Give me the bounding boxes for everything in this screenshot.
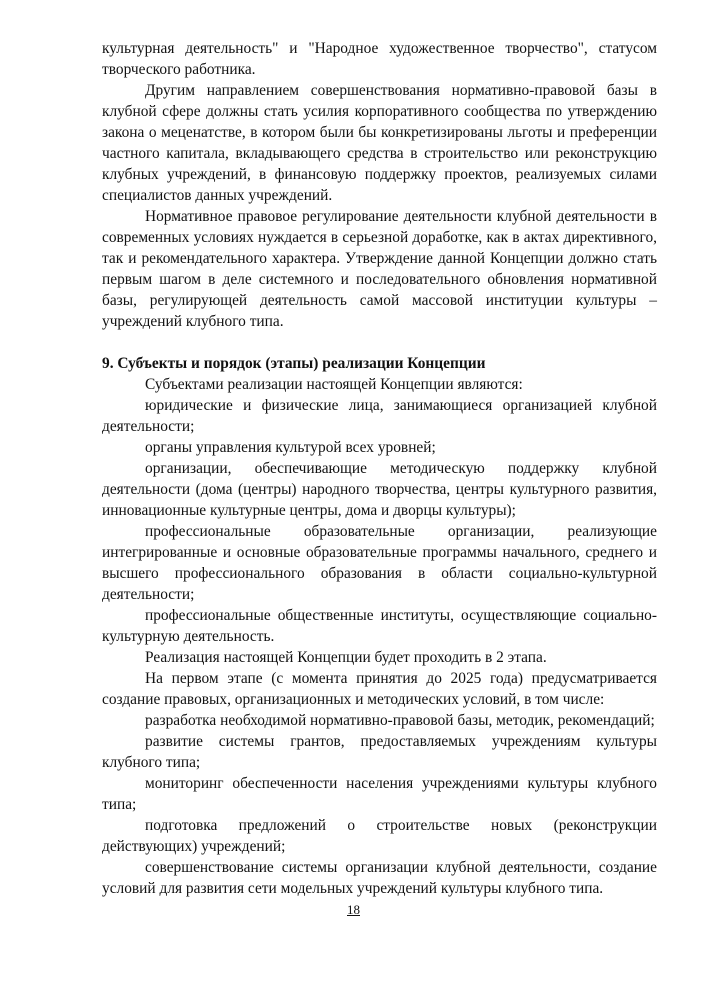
paragraph-subjects-intro: Субъектами реализации настоящей Концепции являются: (145, 376, 523, 393)
section-heading: 9. Субъекты и порядок (этапы) реализации Концепции (102, 355, 486, 372)
paragraph-first-stage: На первом этапе (с момента принятия до 2025 года) предусматривается создание правовых, организационных и методических условий, в том числе: (102, 670, 657, 708)
list-item-methodical-organizations: организации, обеспечивающие методическую поддержку клубной деятельности (дома (центры) народного творчества, центры культурного развития, инновационные культурные центры, дома и дворцы культуры); (102, 460, 657, 519)
paragraph-regulation: Нормативное правовое регулирование деятельности клубной деятельности в современных условиях нуждается в серьезной доработке, как в актах директивного, так и рекомендательного характера. Утверждение данной Концепции должно стать первым шагом в деле системного и последовательного обновления нормативной базы, регулирующей деятельность самой массовой институции культуры – учреждений клубного типа. (102, 208, 657, 330)
page-number-value: 18 (347, 902, 360, 917)
list-item-network-development: совершенствование системы организации клубной деятельности, создание условий для развития сети модельных учреждений культуры клубного типа. (102, 859, 657, 897)
list-item-legal-persons: юридические и физические лица, занимающиеся организацией клубной деятельности; (102, 397, 657, 435)
page-number (0, 902, 707, 918)
paragraph-continuation: культурная деятельность" и "Народное художественное творчество", статусом творческого работника. (102, 40, 657, 78)
list-item-grants: развитие системы грантов, предоставляемых учреждениям культуры клубного типа; (102, 733, 657, 771)
list-item-monitoring: мониторинг обеспеченности населения учреждениями культуры клубного типа; (102, 775, 657, 813)
list-item-regulatory-base: разработка необходимой нормативно-правовой базы, методик, рекомендаций; (145, 712, 655, 729)
list-item-construction: подготовка предложений о строительстве новых (реконструкции действующих) учреждений; (102, 817, 657, 855)
paragraph-patronage-law: Другим направлением совершенствования нормативно-правовой базы в клубной сфере должны стать усилия корпоративного сообщества по утверждению закона о меценатстве, в котором были бы конкретизированы льготы и преференции частного капитала, вкладывающего средства в строительство или реконструкцию клубных учреждений, в финансовую поддержку проектов, реализуемых силами специалистов данных учреждений. (102, 82, 657, 204)
list-item-educational-organizations: профессиональные образовательные организации, реализующие интегрированные и основные образовательные программы начального, среднего и высшего профессионального образования в области социально-культурной деятельности; (102, 523, 657, 603)
list-item-public-institutions: профессиональные общественные институты, осуществляющие социально-культурную деятельность. (102, 607, 657, 645)
list-item-culture-authorities: органы управления культурой всех уровней; (145, 439, 436, 456)
paragraph-stages: Реализация настоящей Концепции будет проходить в 2 этапа. (145, 649, 547, 666)
document-page (102, 38, 657, 899)
